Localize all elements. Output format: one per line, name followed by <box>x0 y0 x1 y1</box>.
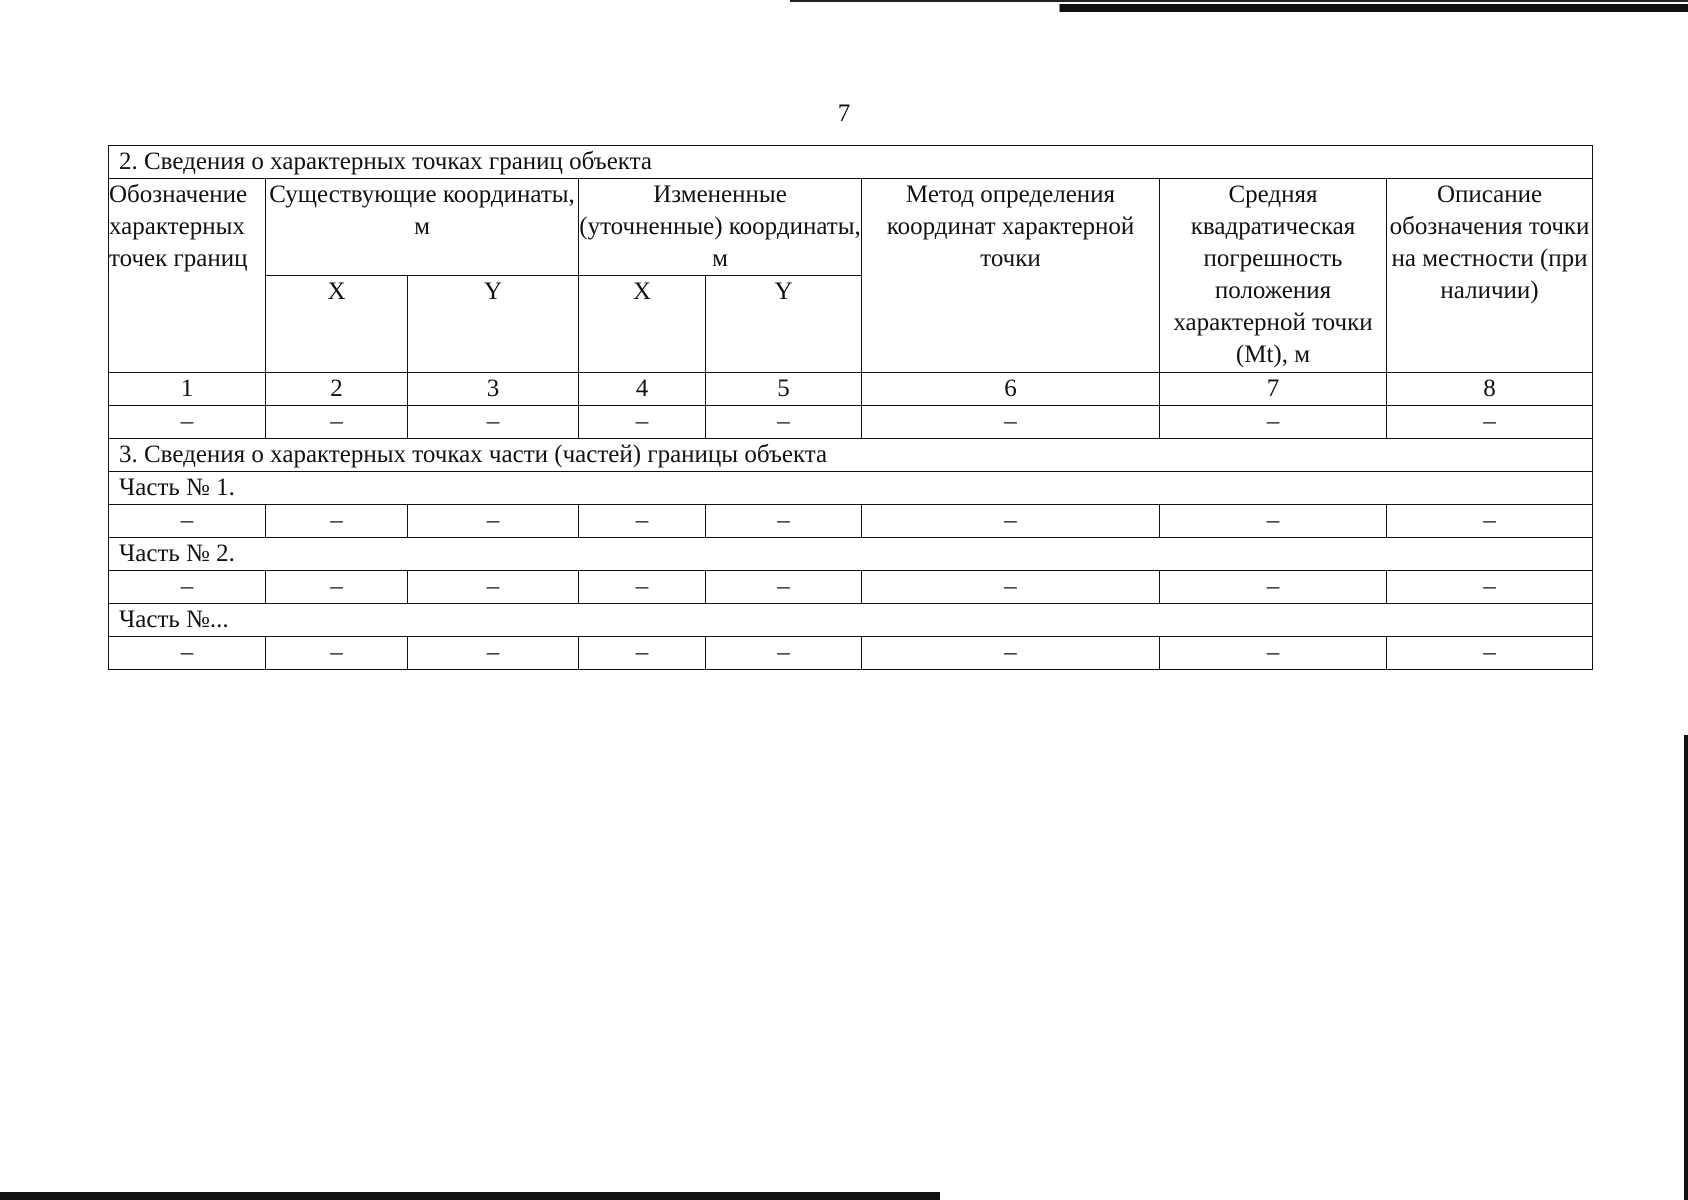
empty-cell: – <box>266 637 408 670</box>
table-row <box>109 637 1593 670</box>
empty-cell: – <box>862 571 1160 604</box>
header-changed-x: X <box>579 276 706 373</box>
part-label: Часть №... <box>109 604 1593 637</box>
part-label: Часть № 2. <box>109 538 1593 571</box>
empty-cell: – <box>862 505 1160 538</box>
header-existing-y: Y <box>408 276 579 373</box>
page-number: 7 <box>837 100 851 127</box>
empty-cell: – <box>266 505 408 538</box>
column-number-1: 1 <box>109 373 266 406</box>
header-existing-coordinates-text: Существующие координаты, м <box>269 181 575 240</box>
header-row <box>109 179 1593 276</box>
empty-cell: – <box>1160 571 1387 604</box>
empty-cell: – <box>266 571 408 604</box>
header-existing-x: X <box>266 276 408 373</box>
header-mean-square-error <box>1160 179 1387 373</box>
header-changed-y: Y <box>706 276 862 373</box>
empty-cell: – <box>1387 505 1593 538</box>
section-3-title: 3. Сведения о характерных точках части (частей) границы объекта <box>109 439 1593 472</box>
part-row <box>109 538 1593 571</box>
empty-cell: – <box>109 571 266 604</box>
header-existing-coordinates <box>266 179 579 276</box>
header-mean-square-error-text: Средняя квадратическая погрешность положения характерной точки (Mt), м <box>1173 181 1373 368</box>
column-number-7: 7 <box>1160 373 1387 406</box>
column-number-4: 4 <box>579 373 706 406</box>
header-point-description-text: Описание обозначения точки на местности (при наличии) <box>1389 181 1590 304</box>
column-number-8: 8 <box>1387 373 1593 406</box>
empty-cell: – <box>109 505 266 538</box>
section-2-title: 2. Сведения о характерных точках границ объекта <box>109 146 1593 179</box>
empty-cell: – <box>1387 637 1593 670</box>
empty-cell: – <box>408 505 579 538</box>
empty-cell: – <box>706 505 862 538</box>
scan-edge-right <box>1684 735 1688 1200</box>
empty-cell: – <box>579 637 706 670</box>
scan-edge-top <box>790 0 1688 12</box>
column-number-2: 2 <box>266 373 408 406</box>
empty-cell: – <box>109 406 266 439</box>
column-number-6: 6 <box>862 373 1160 406</box>
table-row <box>109 505 1593 538</box>
table-row <box>109 406 1593 439</box>
empty-cell: – <box>862 406 1160 439</box>
scan-edge-bottom <box>0 1192 940 1200</box>
empty-cell: – <box>1160 406 1387 439</box>
empty-cell: – <box>408 637 579 670</box>
column-number-3: 3 <box>408 373 579 406</box>
empty-cell: – <box>579 406 706 439</box>
empty-cell: – <box>1387 571 1593 604</box>
column-numbers-row <box>109 373 1593 406</box>
boundary-points-table <box>108 145 1593 670</box>
empty-cell: – <box>579 571 706 604</box>
header-point-designation <box>109 179 266 373</box>
empty-cell: – <box>1387 406 1593 439</box>
empty-cell: – <box>1160 505 1387 538</box>
empty-cell: – <box>408 571 579 604</box>
empty-cell: – <box>706 571 862 604</box>
table-row <box>109 571 1593 604</box>
section-3-row <box>109 439 1593 472</box>
header-changed-coordinates <box>579 179 862 276</box>
empty-cell: – <box>706 637 862 670</box>
section-2-row <box>109 146 1593 179</box>
empty-cell: – <box>706 406 862 439</box>
part-row <box>109 472 1593 505</box>
empty-cell: – <box>1160 637 1387 670</box>
part-row <box>109 604 1593 637</box>
column-number-5: 5 <box>706 373 862 406</box>
header-method <box>862 179 1160 373</box>
header-changed-coordinates-text: Измененные (уточненные) координаты, м <box>579 181 861 272</box>
part-label: Часть № 1. <box>109 472 1593 505</box>
empty-cell: – <box>109 637 266 670</box>
header-point-designation-text: Обозначение характерных точек границ <box>109 181 248 272</box>
empty-cell: – <box>266 406 408 439</box>
empty-cell: – <box>408 406 579 439</box>
empty-cell: – <box>579 505 706 538</box>
empty-cell: – <box>862 637 1160 670</box>
header-point-description <box>1387 179 1593 373</box>
header-method-text: Метод определения координат характерной точки <box>886 181 1135 272</box>
